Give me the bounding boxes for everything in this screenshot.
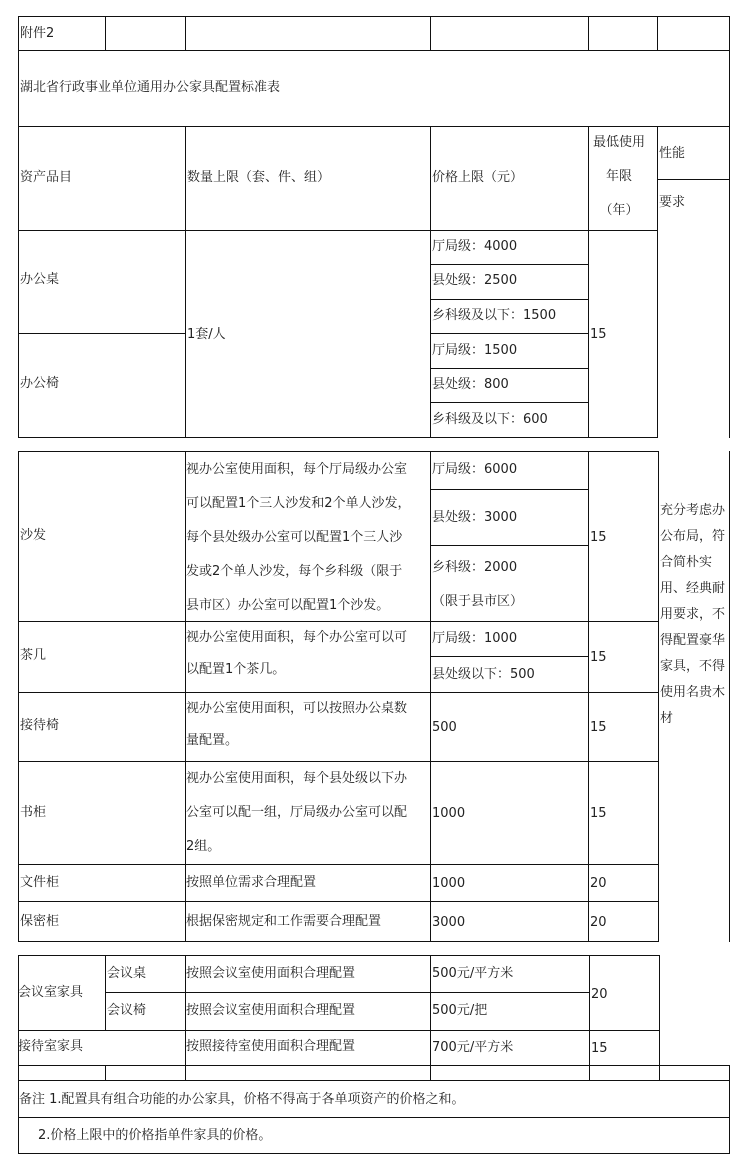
meeting-desk-price: 500元/平方米	[432, 966, 514, 981]
item-meeting-chair: 会议椅	[107, 1003, 147, 1018]
item-meeting-room: 会议室家具	[18, 985, 84, 1000]
header-performance-2: 要求	[659, 195, 686, 210]
note-1: 备注 1.配置具有组合功能的办公家具，价格不得高于各单项资产的价格之和。	[19, 1092, 465, 1107]
reception-room-quantity: 按照接待室使用面积合理配置	[186, 1039, 356, 1054]
chair-price-2: 县处级：800	[432, 377, 509, 392]
chair-price-3: 乡科级及以下：600	[432, 412, 548, 427]
item-safe-cabinet: 保密柜	[20, 914, 60, 929]
desk-chair-life: 15	[590, 327, 607, 342]
bookcase-life: 15	[590, 806, 607, 821]
desk-price-1: 厅局级：4000	[432, 239, 518, 254]
meeting-chair-quantity: 按照会议室使用面积合理配置	[186, 1003, 356, 1018]
sofa-price-1: 厅局级：6000	[432, 462, 518, 477]
item-file-cabinet: 文件柜	[20, 875, 60, 890]
desk-chair-quantity: 1套/人	[187, 327, 226, 342]
meeting-desk-quantity: 按照会议室使用面积合理配置	[186, 966, 356, 981]
safe-cabinet-price: 3000	[432, 915, 466, 930]
item-tea-table: 茶几	[20, 648, 47, 663]
desk-price-2: 县处级：2500	[432, 273, 518, 288]
header-min-life: 最低使用 年限 （年）	[592, 135, 645, 218]
sofa-price-3: 乡科级：2000 （限于县市区）	[432, 560, 524, 609]
safe-cabinet-life: 20	[590, 915, 607, 930]
header-item: 资产品目	[20, 170, 73, 185]
reception-chair-quantity: 视办公室使用面积，可以按照办公桌数 量配置。	[186, 701, 408, 748]
item-meeting-desk: 会议桌	[107, 966, 147, 981]
item-office-desk: 办公桌	[20, 272, 60, 287]
sofa-life: 15	[590, 530, 607, 545]
table-title: 湖北省行政事业单位通用办公家具配置标准表	[20, 80, 281, 95]
file-cabinet-price: 1000	[432, 876, 466, 891]
file-cabinet-life: 20	[590, 876, 607, 891]
reception-chair-price: 500	[432, 720, 457, 735]
item-bookcase: 书柜	[20, 805, 47, 820]
item-reception-chair: 接待椅	[20, 718, 60, 733]
attachment-label: 附件2	[20, 26, 55, 41]
tea-table-price-2: 县处级以下：500	[432, 667, 535, 682]
bookcase-quantity: 视办公室使用面积，每个县处级以下办 公室可以配一组，厅局级办公室可以配 2组。	[186, 771, 408, 854]
header-quantity: 数量上限（套、件、组）	[187, 170, 331, 185]
tea-table-quantity: 视办公室使用面积，每个办公室可以可 以配置1个茶几。	[186, 630, 408, 677]
chair-price-1: 厅局级：1500	[432, 343, 518, 358]
sofa-price-2: 县处级：3000	[432, 510, 518, 525]
sofa-quantity: 视办公室使用面积，每个厅局级办公室 可以配置1个三人沙发和2个单人沙发， 每个县处级办公室可以配置1个三人沙 发或2个单人沙发，每个乡科级（限于 县市区）办公室可以配置1个沙发。	[186, 462, 411, 613]
tea-table-life: 15	[590, 650, 607, 665]
performance-requirement: 充分考虑办 公布局，符 合简朴实 用、经典耐 用要求，不 得配置豪华 家具，不得 使用名贵木 材	[660, 503, 726, 726]
bookcase-price: 1000	[432, 806, 466, 821]
note-2: 2.价格上限中的价格指单件家具的价格。	[38, 1128, 272, 1143]
item-reception-room: 接待室家具	[18, 1039, 84, 1054]
header-price: 价格上限（元）	[432, 170, 524, 185]
tea-table-price-1: 厅局级：1000	[432, 631, 518, 646]
reception-room-life: 15	[591, 1041, 608, 1056]
reception-chair-life: 15	[590, 720, 607, 735]
file-cabinet-quantity: 按照单位需求合理配置	[186, 875, 317, 890]
header-performance-1: 性能	[659, 146, 686, 161]
safe-cabinet-quantity: 根据保密规定和工作需要合理配置	[186, 914, 382, 929]
meeting-life: 20	[591, 987, 608, 1002]
item-office-chair: 办公椅	[20, 376, 60, 391]
reception-room-price: 700元/平方米	[432, 1040, 514, 1055]
desk-price-3: 乡科级及以下：1500	[432, 308, 557, 323]
meeting-chair-price: 500元/把	[432, 1003, 488, 1018]
item-sofa: 沙发	[20, 528, 47, 543]
